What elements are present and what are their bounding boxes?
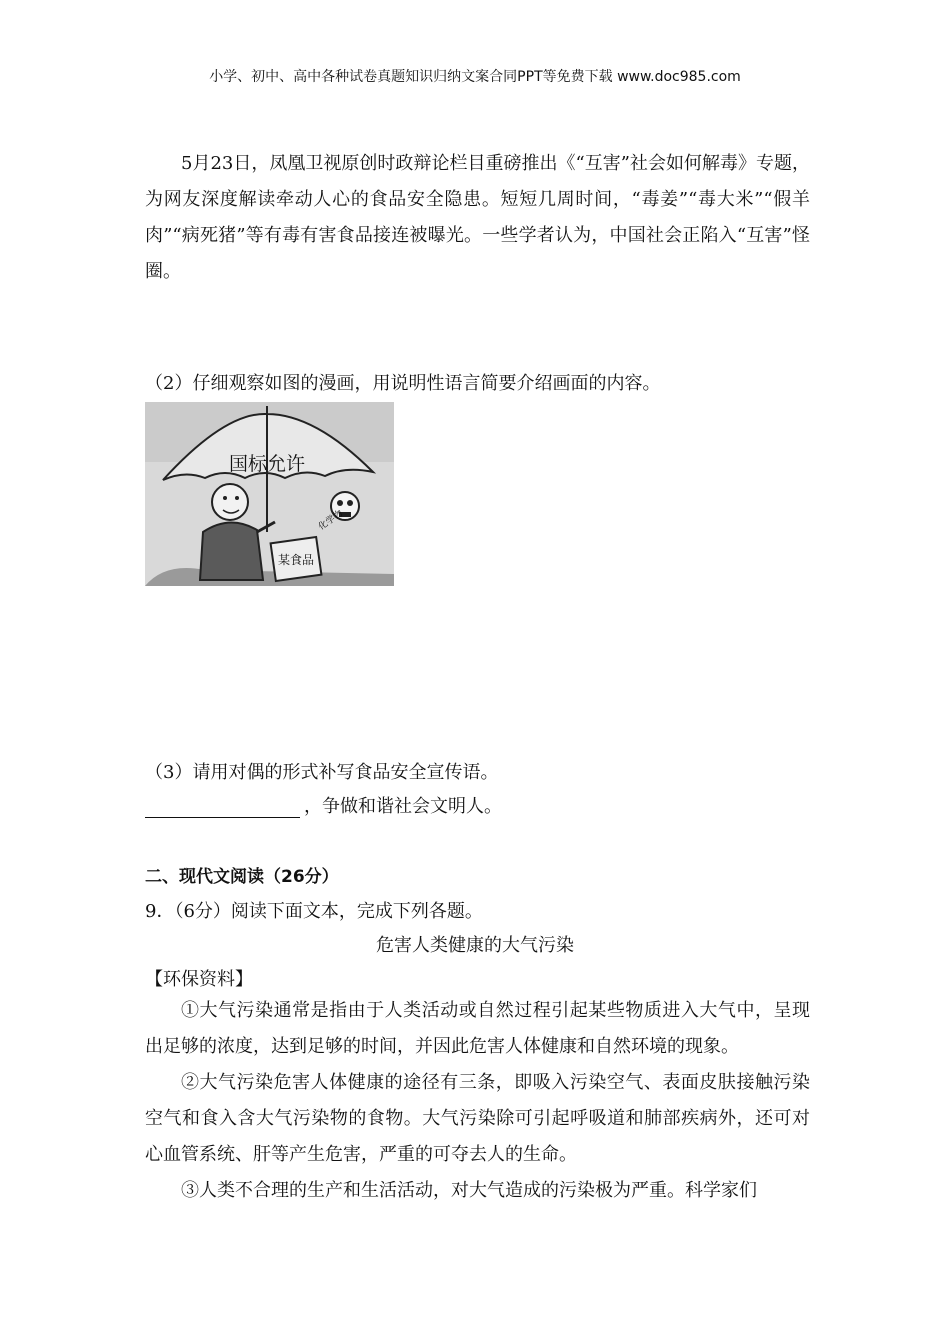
material-paragraph-3: ③人类不合理的生产和生活活动，对大气造成的污染极为严重。科学家们 [181, 1180, 757, 1201]
food-box-label: 某食品 [277, 553, 315, 567]
page-header: 小学、初中、高中各种试卷真题知识归纳文案合同PPT等免费下载 www.doc985.com [209, 69, 741, 85]
material-paragraph-1: ①大气污染通常是指由于人类活动或自然过程引起某些物质进入大气中，呈现出足够的浓度，达到足够的时间，并因此危害人体健康和自然环境的现象。 [145, 1000, 810, 1057]
umbrella-label: 国标允许 [228, 453, 306, 475]
question-3-answer-line [145, 792, 502, 818]
question-3: （3）请用对偶的形式补写食品安全宣传语。 [145, 762, 499, 783]
material-label: 【环保资料】 [145, 969, 253, 990]
answer-blank[interactable] [145, 797, 300, 818]
question-9: 9．（6分）阅读下面文本，完成下列各题。 [145, 901, 483, 922]
slogan-tail: ，争做和谐社会文明人。 [304, 796, 502, 817]
passage-paragraph: 5月23日，凤凰卫视原创时政辩论栏目重磅推出《“互害”社会如何解毒》专题，为网友深度解读牵动人心的食品安全隐患。短短几周时间，“毒姜”“毒大米”“假羊肉”“病死猪”等有毒有害食品接连被曝光。一些学者认为，中国社会正陷入“互害”怪圈。 [145, 153, 810, 282]
chemical-label: 化学物 [316, 508, 345, 533]
material-paragraph-2: ②大气污染危害人体健康的途径有三条，即吸入污染空气、表面皮肤接触污染空气和食入含大气污染物的食物。大气污染除可引起呼吸道和肺部疾病外，还可对心血管系统、肝等产生危害，严重的可夺去人的生命。 [145, 1072, 810, 1165]
question-2: （2）仔细观察如图的漫画，用说明性语言简要介绍画面的内容。 [145, 373, 661, 394]
section-title: 二、现代文阅读（26分） [145, 867, 339, 887]
article-title: 危害人类健康的大气污染 [376, 935, 574, 956]
food-safety-cartoon [145, 402, 394, 586]
